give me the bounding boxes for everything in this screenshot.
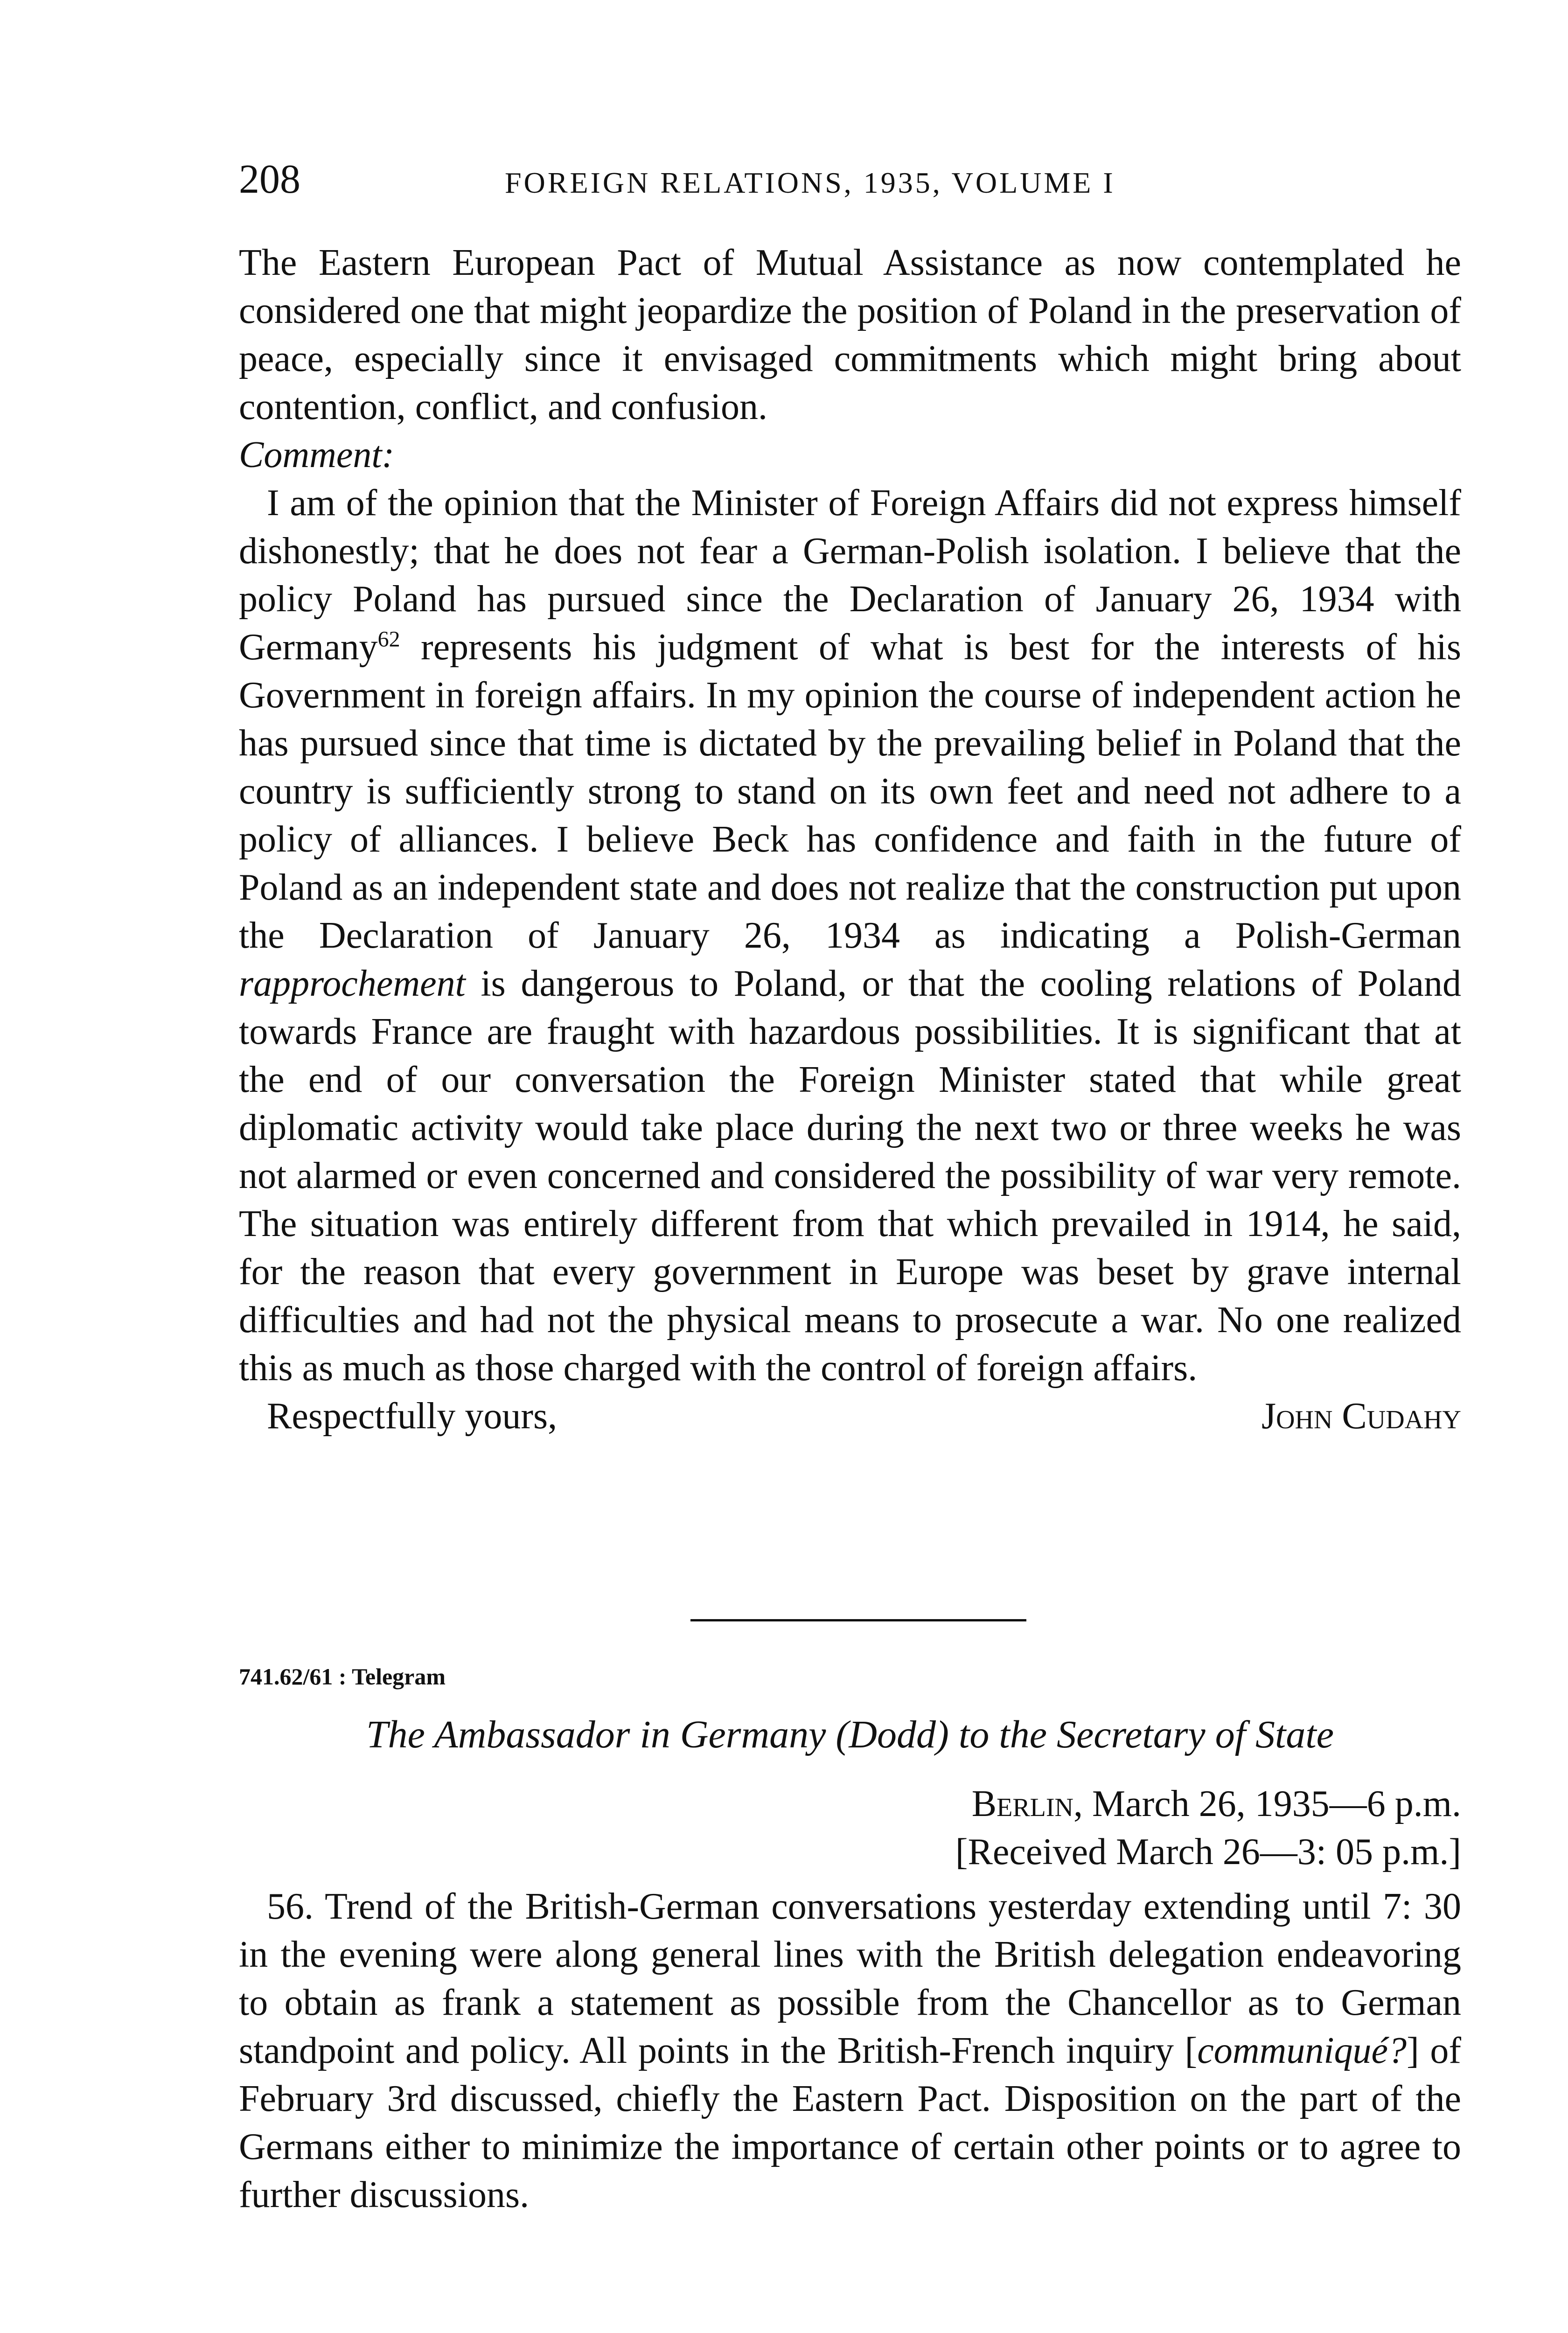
dateline (239, 1780, 1461, 1828)
comment-text-b: represents his judgment of what is best for the interests of his Government in foreign affairs. In my opinion the course of independent action he has pursued since that time is dictated by the prevailing belief in Poland that the country is sufficiently strong to stand on its own feet and need not adhere to a policy of alliances. I believe Beck has confidence and faith in the future of Poland as an independent state and does not realize that the construction put upon the Declaration of January 26, 1934 as indicating a Polish-German (239, 627, 1461, 956)
running-head: FOREIGN RELATIONS, 1935, VOLUME I (505, 166, 1115, 199)
comment-label: Comment: (239, 434, 395, 475)
section-divider (690, 1619, 1026, 1621)
page-number: 208 (239, 157, 300, 202)
comment-text-a: I am of the opinion that the Minister of Foreign Affairs did not express himself dishonestly; that he does not fear a German-Polish isolation. I believe that the policy Poland has pursued since the Declaration of January 26, 1934 with Germany (239, 482, 1461, 668)
comment-paragraph (239, 479, 1461, 1392)
telegram-text-a: 56. Trend of the British-German conversations yesterday extending until 7: 30 in the evening were along general lines with the British delegation endeavoring to obtain as frank a statement as possible from the Chancellor as to German standpoint and policy. All points in the British-French inquiry [ (239, 1886, 1461, 2071)
intro-paragraph: The Eastern European Pact of Mutual Assistance as now contemplated he considered one that might jeopardize the position of Poland in the preservation of peace, especially since it envisaged commitments which might bring about contention, conflict, and confusion. (239, 242, 1461, 427)
telegram-text-b: ] of February 3rd discussed, chiefly the Eastern Pact. Disposition on the part of the Germans either to minimize the importance of certain other points or to agree to further discussions. (239, 2030, 1462, 2215)
comment-italic-term: rapprochement (239, 963, 466, 1004)
closing-phrase: Respectfully yours, (267, 1396, 558, 1437)
dateline-place: Berlin, (971, 1783, 1083, 1824)
dateline-date: March 26, 1935—6 p.m. (1082, 1783, 1461, 1824)
comment-text-c: is dangerous to Poland, or that the cooling relations of Poland towards France are fraught with hazardous possibilities. It is significant that at the end of our conversation the Foreign Minister stated that while great diplomatic activity would take place during the next two or three weeks he was not alarmed or even concerned and considered the possibility of war very remote. The situation was entirely different from that which prevailed in 1914, he said, for the reason that every government in Europe was beset by grave internal difficulties and had not the physical means to prosecute a war. No one realized this as much as those charged with the control of foreign affairs. (239, 963, 1461, 1389)
page-header (239, 154, 1461, 210)
file-reference: 741.62/61 : Telegram (239, 1663, 446, 1690)
signature: John Cudahy (1261, 1396, 1461, 1437)
cudahy-letter-section (239, 239, 1461, 1440)
signature-row (239, 1392, 1461, 1440)
document-title: The Ambassador in Germany (Dodd) to the Secretary of State (366, 1713, 1334, 1756)
footnote-reference: 62 (377, 627, 400, 652)
telegram-body (239, 1883, 1461, 2219)
received-line: [Received March 26—3: 05 p.m.] (955, 1831, 1461, 1872)
telegram-italic-term: communiqué? (1197, 2030, 1407, 2071)
dodd-telegram-section (239, 1661, 1461, 2219)
